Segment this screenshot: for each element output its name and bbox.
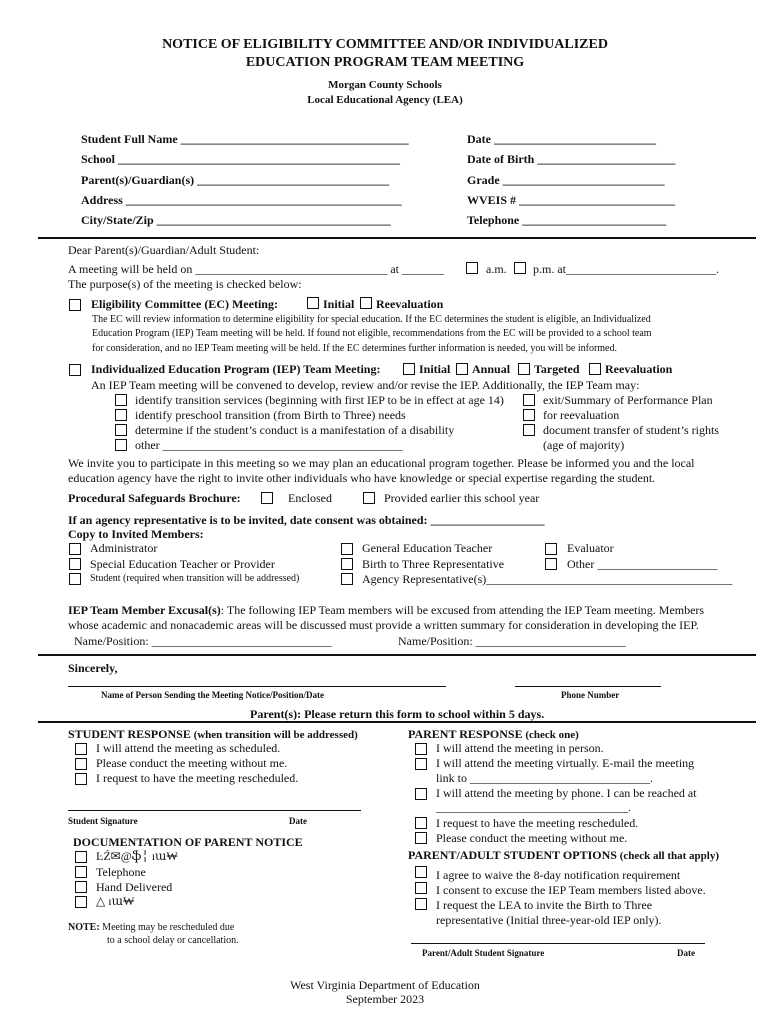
iep-initial-label: Initial (419, 362, 451, 376)
student-name-field[interactable]: Student Full Name ______________________________________ (81, 132, 409, 146)
salutation: Dear Parent(s)/Guardian/Adult Student: (68, 243, 260, 257)
telephone-field[interactable]: Telephone ________________________ (467, 213, 667, 227)
address-field[interactable]: Address ______________________________________________ (81, 193, 402, 207)
iep-option-checkbox[interactable] (523, 409, 535, 421)
iep-option-checkbox[interactable] (523, 394, 535, 406)
parent-signature-line[interactable] (411, 943, 705, 944)
parent-response-title: PARENT RESPONSE (408, 727, 523, 741)
options-checkbox[interactable] (415, 898, 427, 910)
copy-checkbox[interactable] (545, 558, 557, 570)
student-response-option: I request to have the meeting rescheduled. (96, 771, 299, 785)
ec-description-2: Education Program (IEP) Team meeting will be held. If found not eligible, recommendations from the EC will be provided to a school team (92, 328, 652, 339)
documentation-option: Telephone (96, 865, 146, 879)
school-field[interactable]: School _______________________________________________ (81, 152, 401, 166)
sender-caption: Name of Person Sending the Meeting Notice/Position/Date (101, 690, 324, 700)
parent-response-heading (408, 727, 579, 742)
iep-option-label: for reevaluation (543, 408, 620, 422)
footer-agency: West Virginia Department of Education (290, 978, 480, 992)
invite-line-1: We invite you to participate in this meeting so we may plan an educational program together. Please be informed you and the local (68, 456, 695, 470)
dob-field[interactable]: Date of Birth _______________________ (467, 152, 676, 166)
iep-other-checkbox[interactable] (115, 439, 127, 451)
wveis-field[interactable]: WVEIS # __________________________ (467, 193, 676, 207)
options-qualifier: (check all that apply) (619, 850, 720, 862)
copy-member-label: Birth to Three Representative (362, 557, 505, 571)
student-response-qualifier: (when transition will be addressed) (193, 729, 358, 741)
iep-option-checkbox[interactable] (115, 424, 127, 436)
copy-checkbox[interactable] (69, 558, 81, 570)
iep-option-checkbox[interactable] (523, 424, 535, 436)
student-response-option: I will attend the meeting as scheduled. (96, 741, 281, 755)
options-checkbox[interactable] (415, 866, 427, 878)
documentation-checkbox[interactable] (75, 896, 87, 908)
parent-response-option: I request to have the meeting rescheduled. (436, 816, 639, 830)
copy-checkbox[interactable] (341, 558, 353, 570)
documentation-checkbox[interactable] (75, 866, 87, 878)
note-text: Meeting may be rescheduled due (102, 922, 235, 933)
agency-consent-line[interactable]: If an agency representative is to be invited, date consent was obtained: ___________________ (68, 513, 545, 527)
documentation-option: Hand Delivered (96, 880, 173, 894)
iep-other-label[interactable]: other ________________________________________ (135, 438, 403, 452)
options-item: I request the LEA to invite the Birth to Three (436, 898, 653, 912)
ec-description-3: for consideration, and no IEP Team meeting will be held. If the EC determines further information is needed, you will be informed. (92, 343, 617, 354)
iep-option-label: document transfer of student’s rights (543, 423, 719, 437)
documentation-checkbox[interactable] (75, 881, 87, 893)
parent-response-option: Please conduct the meeting without me. (436, 831, 628, 845)
note-label: NOTE: (68, 922, 100, 933)
student-response-checkbox[interactable] (75, 743, 87, 755)
parent-response-checkbox[interactable] (415, 817, 427, 829)
pm-checkbox[interactable] (514, 262, 526, 274)
parent-response-option: I will attend the meeting virtually. E-mail the meeting (436, 756, 695, 770)
parent-response-qualifier: (check one) (525, 729, 579, 741)
ec-initial-label: Initial (323, 297, 355, 311)
phone-caption: Phone Number (561, 690, 620, 700)
sender-signature-line[interactable] (68, 686, 446, 687)
documentation-option: △ ıա₩ (96, 894, 135, 908)
org-subtitle: Local Educational Agency (LEA) (307, 94, 463, 106)
excusal-name-position-1[interactable]: Name/Position: ______________________________ (74, 634, 332, 648)
student-response-option: Please conduct the meeting without me. (96, 756, 288, 770)
footer-date: September 2023 (345, 992, 425, 1006)
iep-annual-checkbox[interactable] (456, 363, 468, 375)
documentation-checkbox[interactable] (75, 851, 87, 863)
options-title: PARENT/ADULT STUDENT OPTIONS (408, 848, 617, 862)
excusal-line-1 (68, 603, 704, 618)
iep-targeted-checkbox[interactable] (518, 363, 530, 375)
student-signature-caption: Student Signature (68, 816, 138, 826)
city-field[interactable]: City/State/Zip _______________________________________ (81, 213, 391, 227)
copy-checkbox[interactable] (69, 573, 81, 585)
purpose-line: The purpose(s) of the meeting is checked below: (68, 277, 302, 291)
copy-member-label: General Education Teacher (362, 541, 493, 555)
copy-member-label: Student (required when transition will be addressed) (90, 573, 300, 584)
invite-line-2: education agency have the right to invite other individuals who have knowledge or special expertise regarding the student. (68, 471, 656, 485)
earlier-label: Provided earlier this school year (384, 491, 540, 505)
sincerely: Sincerely, (68, 661, 118, 675)
ec-reeval-label: Reevaluation (376, 297, 444, 311)
note-line-1 (68, 922, 234, 933)
options-item: representative (Initial three-year-old IEP only). (436, 913, 662, 927)
copy-checkbox[interactable] (545, 543, 557, 555)
copy-member-label[interactable]: Other ____________________ (567, 557, 718, 571)
copy-checkbox[interactable] (69, 543, 81, 555)
copy-checkbox[interactable] (341, 573, 353, 585)
parents-field[interactable]: Parent(s)/Guardian(s) ________________________________ (81, 173, 390, 187)
parent-response-option: I will attend the meeting by phone. I can be reached at (436, 786, 697, 800)
student-response-title: STUDENT RESPONSE (68, 727, 191, 741)
copy-member-label[interactable]: Agency Representative(s)_________________________________________ (362, 572, 733, 586)
parent-response-option: I will attend the meeting in person. (436, 741, 604, 755)
iep-option-label: identify transition services (beginning with first IEP to be in effect at age 14) (135, 393, 504, 407)
iep-option-label: exit/Summary of Performance Plan (543, 393, 713, 407)
student-response-heading (68, 727, 358, 742)
ec-meeting-label: Eligibility Committee (EC) Meeting: (91, 297, 278, 311)
phone-line[interactable] (515, 686, 661, 687)
options-item: I agree to waive the 8-day notification requirement (436, 868, 681, 882)
excusal-name-position-2[interactable]: Name/Position: _________________________ (398, 634, 626, 648)
documentation-option: ĿŹ✉︎@ֆ╎ ıա₩ (96, 849, 178, 863)
title-line-1: NOTICE OF ELIGIBILITY COMMITTEE AND/OR INDIVIDUALIZED (162, 37, 608, 52)
am-checkbox[interactable] (466, 262, 478, 274)
iep-reeval-checkbox[interactable] (589, 363, 601, 375)
copy-member-label: Special Education Teacher or Provider (90, 557, 275, 571)
section-divider (38, 654, 756, 656)
student-response-checkbox[interactable] (75, 773, 87, 785)
phone-contact-line[interactable]: ________________________________. (436, 800, 631, 814)
ec-initial-checkbox[interactable] (307, 297, 319, 309)
enclosed-checkbox[interactable] (261, 492, 273, 504)
options-item: I consent to excuse the IEP Team members listed above. (436, 883, 706, 897)
copy-member-label: Administrator (90, 541, 158, 555)
ec-meeting-checkbox[interactable] (69, 299, 81, 311)
iep-reeval-label: Reevaluation (605, 362, 673, 376)
iep-option-checkbox[interactable] (115, 409, 127, 421)
iep-meeting-checkbox[interactable] (69, 364, 81, 376)
pm-location-line[interactable]: p.m. at_________________________. (533, 262, 719, 276)
iep-option-label: determine if the student’s conduct is a manifestation of a disability (135, 423, 455, 437)
iep-intro: An IEP Team meeting will be convened to develop, review and/or revise the IEP. Additionally, the IEP Team may: (91, 378, 640, 392)
note-line-2: to a school delay or cancellation. (107, 935, 239, 946)
ec-reeval-checkbox[interactable] (360, 297, 372, 309)
title-line-2: EDUCATION PROGRAM TEAM MEETING (245, 55, 525, 70)
student-date-caption: Date (289, 816, 307, 826)
parent-response-checkbox[interactable] (415, 758, 427, 770)
iep-option-label: (age of majority) (543, 438, 625, 452)
parent-response-checkbox[interactable] (415, 832, 427, 844)
org-name: Morgan County Schools (328, 79, 442, 91)
date-field[interactable]: Date ___________________________ (467, 132, 656, 146)
parent-date-caption: Date (677, 948, 695, 958)
ec-description-1: The EC will review information to determine eligibility for special education. If the EC determines the student is eligible, an Individualized (92, 314, 651, 325)
excusal-label: IEP Team Member Excusal(s) (68, 603, 221, 617)
excusal-line-2: whose academic and nonacademic areas will be discussed must provide a written summary for consideration in developing the IEP. (68, 618, 699, 632)
iep-targeted-label: Targeted (534, 362, 580, 376)
excusal-text: : The following IEP Team members will be excused from attending the IEP Team meeting. Members (220, 603, 705, 617)
iep-option-label: identify preschool transition (from Birth to Three) needs (135, 408, 406, 422)
parent-response-checkbox[interactable] (415, 788, 427, 800)
am-label: a.m. (486, 262, 507, 276)
section-divider (38, 721, 756, 723)
documentation-title: DOCUMENTATION OF PARENT NOTICE (73, 835, 303, 849)
options-checkbox[interactable] (415, 882, 427, 894)
parent-response-checkbox[interactable] (415, 743, 427, 755)
student-response-checkbox[interactable] (75, 758, 87, 770)
options-heading (408, 848, 719, 863)
return-note: Parent(s): Please return this form to school within 5 days. (250, 707, 545, 721)
iep-annual-label: Annual (472, 362, 511, 376)
copy-checkbox[interactable] (341, 543, 353, 555)
parent-signature-caption: Parent/Adult Student Signature (422, 948, 545, 958)
iep-meeting-label: Individualized Education Program (IEP) Team Meeting: (91, 362, 381, 376)
earlier-checkbox[interactable] (363, 492, 375, 504)
copy-label: Copy to Invited Members: (68, 527, 204, 541)
section-divider (38, 237, 756, 239)
iep-option-checkbox[interactable] (115, 394, 127, 406)
enclosed-label: Enclosed (288, 491, 332, 505)
meeting-line[interactable]: A meeting will be held on ________________________________ at _______ (68, 262, 444, 276)
iep-initial-checkbox[interactable] (403, 363, 415, 375)
copy-member-label: Evaluator (567, 541, 614, 555)
virtual-link-line[interactable]: link to ______________________________. (436, 771, 654, 785)
student-signature-line[interactable] (68, 810, 361, 811)
grade-field[interactable]: Grade ___________________________ (467, 173, 665, 187)
safeguards-label: Procedural Safeguards Brochure: (68, 491, 241, 505)
